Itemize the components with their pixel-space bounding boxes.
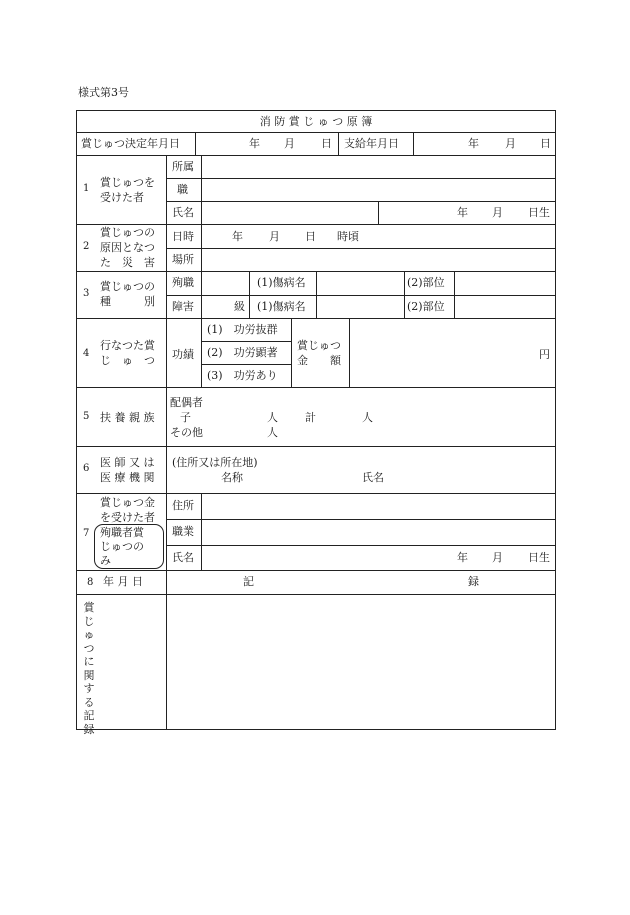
- merit-label: 功績: [172, 348, 194, 361]
- spouse-label: 配偶者: [170, 396, 203, 409]
- row-divider: [77, 155, 555, 156]
- record-date-header: 年 月 日: [103, 575, 143, 588]
- row-divider: [77, 387, 555, 388]
- section-7-note: み: [100, 554, 111, 567]
- record-header-left: 記: [243, 575, 254, 588]
- row-divider: [166, 519, 555, 520]
- col-divider: [454, 271, 455, 318]
- col-divider: [249, 271, 250, 318]
- datetime-label: 日時: [172, 230, 194, 243]
- section-5-number: 5: [83, 411, 90, 422]
- injury-name-label: (1)傷病名: [257, 300, 306, 313]
- merit-option: (1) 功労抜群: [207, 323, 278, 336]
- section-1-heading: 受けた者: [100, 191, 144, 204]
- incident-month-unit: 月: [269, 230, 280, 243]
- row-divider: [77, 132, 555, 133]
- row-divider: [201, 341, 291, 342]
- doctor-name-label: 氏名: [362, 471, 384, 484]
- yen-unit: 円: [539, 348, 550, 361]
- disability-label: 障害: [172, 300, 194, 313]
- birth-day-unit: 日生: [528, 206, 550, 219]
- place-label: 場所: [172, 253, 194, 266]
- birth-month-unit: 月: [492, 551, 503, 564]
- birth-month-unit: 月: [492, 206, 503, 219]
- row-divider: [77, 224, 555, 225]
- grade-label: 級: [234, 300, 245, 313]
- others-label: その他: [170, 426, 203, 439]
- section-8-number: 8: [87, 577, 94, 588]
- section-2-number: 2: [83, 241, 90, 252]
- birth-year-unit: 年: [457, 551, 468, 564]
- form-title: 消 防 賞 じ ゅ つ 原 簿: [259, 115, 373, 128]
- name-label: 氏名: [172, 551, 194, 564]
- merit-option: (2) 功労顕著: [207, 346, 278, 359]
- col-divider: [338, 132, 339, 155]
- incident-time-unit: 時頃: [337, 230, 359, 243]
- section-6-number: 6: [83, 463, 90, 474]
- section-5-heading: 扶 養 親 族: [100, 411, 155, 424]
- injury-part-label: (2)部位: [407, 300, 445, 313]
- row-divider: [166, 178, 555, 179]
- decision-day-unit: 日: [321, 137, 332, 150]
- section-3-heading: 種 別: [100, 295, 155, 308]
- incident-day-unit: 日: [305, 230, 316, 243]
- row-divider: [201, 364, 291, 365]
- post-label: 職: [177, 183, 188, 196]
- payment-year-unit: 年: [468, 137, 479, 150]
- decision-month-unit: 月: [284, 137, 295, 150]
- child-count-unit: 人: [267, 411, 278, 424]
- section-1-heading: 賞じゅつを: [100, 176, 155, 189]
- facility-name-label: 名称: [221, 471, 243, 484]
- col-divider: [201, 318, 202, 387]
- section-8-vertical-heading: 賞じゅつに関する記録: [83, 601, 95, 736]
- award-ledger-form: [76, 110, 556, 736]
- record-header-right: 録: [468, 575, 479, 588]
- row-divider: [166, 248, 555, 249]
- section-7-heading: を受けた者: [100, 511, 155, 524]
- row-divider: [77, 570, 555, 571]
- incident-year-unit: 年: [232, 230, 243, 243]
- row-divider: [77, 318, 555, 319]
- row-divider: [77, 594, 555, 595]
- section-1-number: 1: [83, 183, 90, 194]
- section-3-number: 3: [83, 288, 90, 299]
- name-label: 氏名: [172, 206, 194, 219]
- death-label: 殉職: [172, 276, 194, 289]
- child-label: 子: [180, 411, 191, 424]
- merit-option: (3) 功労あり: [207, 369, 278, 382]
- section-7-heading: 賞じゅつ金: [100, 496, 155, 509]
- row-divider: [77, 493, 555, 494]
- col-divider: [201, 493, 202, 570]
- affiliation-label: 所属: [172, 160, 194, 173]
- col-divider: [349, 318, 350, 387]
- total-label: 計: [305, 411, 316, 424]
- section-7-note: 殉職者賞: [100, 526, 144, 539]
- section-7-number: 7: [83, 528, 90, 539]
- section-2-heading: 原因となつ: [100, 241, 155, 254]
- col-divider: [166, 155, 167, 730]
- section-4-heading: じ ゅ つ: [100, 354, 155, 367]
- total-count-unit: 人: [362, 411, 373, 424]
- payment-date-label: 支給年月日: [344, 137, 399, 150]
- section-2-heading: た 災 害: [100, 256, 155, 269]
- section-7-note: じゅつの: [100, 540, 144, 553]
- address-label: (住所又は所在地): [172, 456, 258, 469]
- others-count-unit: 人: [267, 426, 278, 439]
- col-divider: [201, 155, 202, 224]
- col-divider: [291, 318, 292, 387]
- section-2-heading: 賞じゅつの: [100, 226, 155, 239]
- col-divider: [413, 132, 414, 155]
- address-label: 住所: [172, 499, 194, 512]
- occupation-label: 職業: [172, 525, 194, 538]
- row-divider: [166, 545, 555, 546]
- col-divider: [404, 271, 405, 318]
- col-divider: [201, 271, 202, 318]
- birth-day-unit: 日生: [528, 551, 550, 564]
- award-amount-label: 賞じゅつ: [297, 339, 341, 352]
- row-divider: [166, 201, 555, 202]
- col-divider: [195, 132, 196, 155]
- decision-year-unit: 年: [249, 137, 260, 150]
- section-4-number: 4: [83, 348, 90, 359]
- injury-part-label: (2)部位: [407, 276, 445, 289]
- payment-day-unit: 日: [540, 137, 551, 150]
- decision-date-label: 賞じゅつ決定年月日: [81, 137, 180, 150]
- row-divider: [77, 446, 555, 447]
- section-4-heading: 行なつた賞: [100, 339, 155, 352]
- section-3-heading: 賞じゅつの: [100, 280, 155, 293]
- col-divider: [316, 271, 317, 318]
- award-amount-label: 金 額: [297, 354, 341, 367]
- injury-name-label: (1)傷病名: [257, 276, 306, 289]
- birth-year-unit: 年: [457, 206, 468, 219]
- section-6-heading: 医 療 機 関: [100, 471, 155, 484]
- payment-month-unit: 月: [505, 137, 516, 150]
- form-number: 様式第3号: [78, 86, 129, 99]
- col-divider: [378, 201, 379, 224]
- row-divider: [166, 295, 555, 296]
- col-divider: [201, 224, 202, 271]
- section-6-heading: 医 師 又 は: [100, 456, 155, 469]
